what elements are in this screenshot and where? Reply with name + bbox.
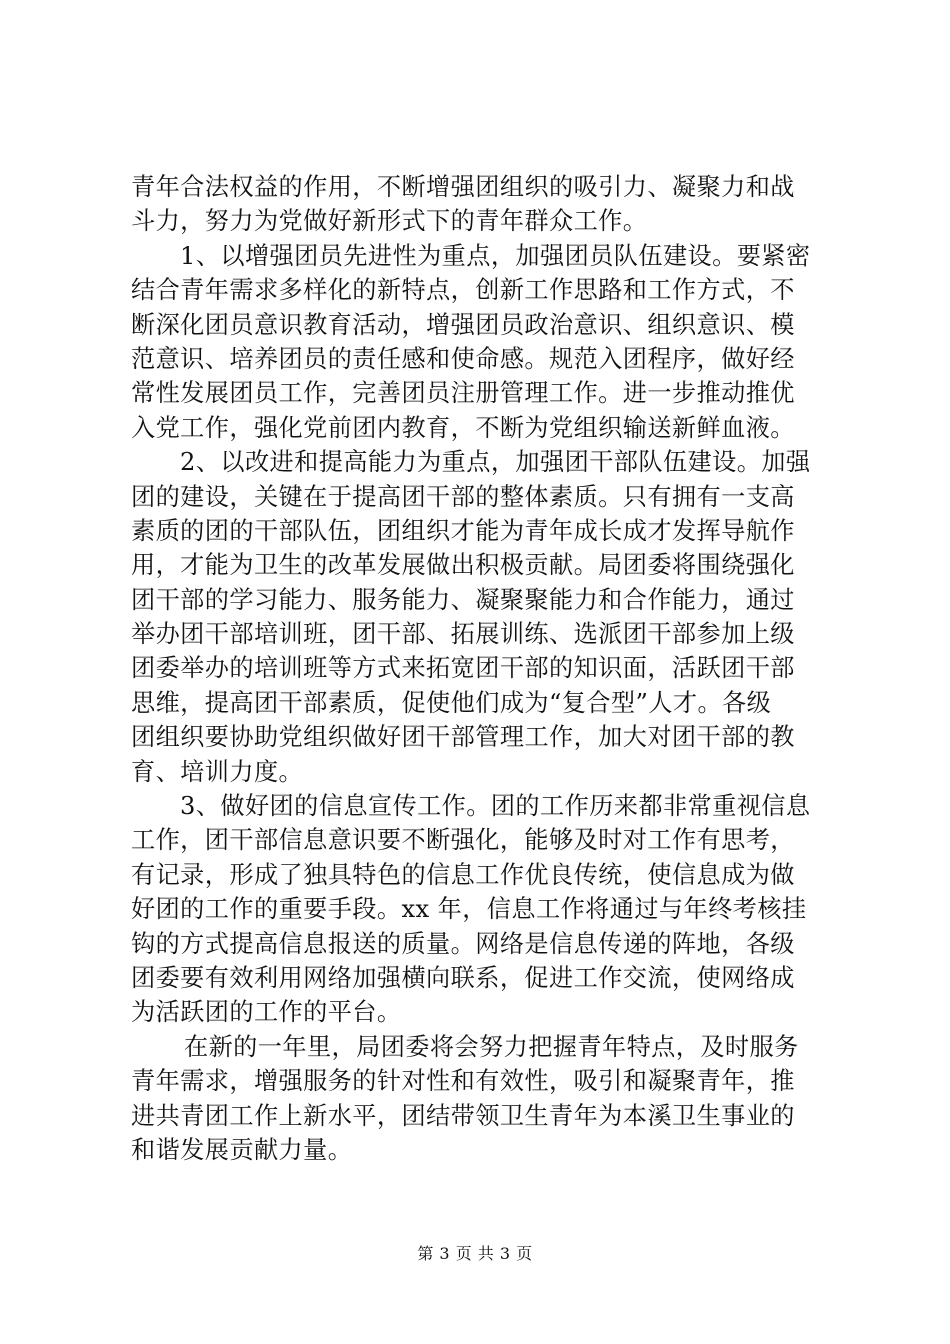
text-line: 素质的团的干部队伍，团组织才能为青年成长成才发挥导航作 bbox=[131, 516, 795, 545]
text-line: 钩的方式提高信息报送的质量。网络是信息传递的阵地，各级 bbox=[131, 929, 795, 958]
page-number: 第 3 页 共 3 页 bbox=[417, 1244, 533, 1263]
text-line: 有记录，形成了独具特色的信息工作优良传统，使信息成为做 bbox=[131, 860, 795, 889]
paragraph-start-line: 3、做好团的信息宣传工作。团的工作历来都非常重视信息 bbox=[180, 792, 811, 821]
text-line: 用，才能为卫生的改革发展做出积极贡献。局团委将围绕强化 bbox=[131, 551, 795, 580]
text-line: 断深化团员意识教育活动，增强团员政治意识、组织意识、模 bbox=[131, 310, 795, 339]
paragraph-start-line: 1、以增强团员先进性为重点，加强团员队伍建设。要紧密 bbox=[180, 241, 811, 270]
text-line: 青年合法权益的作用，不断增强团组织的吸引力、凝聚力和战 bbox=[131, 173, 795, 201]
text-line: 结合青年需求多样化的新特点，创新工作思路和工作方式，不 bbox=[131, 276, 795, 305]
text-line: 进共青团工作上新水平，团结带领卫生青年为本溪卫生事业的 bbox=[131, 1101, 795, 1130]
text-line: 范意识、培养团员的责任感和使命感。规范入团程序，做好经 bbox=[131, 344, 795, 373]
text-line: 团委举办的培训班等方式来拓宽团干部的知识面，活跃团干部 bbox=[131, 654, 795, 683]
text-line: 团的建设，关键在于提高团干部的整体素质。只有拥有一支高 bbox=[131, 482, 795, 511]
text-line: 和谐发展贡献力量。 bbox=[131, 1135, 353, 1164]
paragraph-start-line: 在新的一年里，局团委将会努力把握青年特点，及时服务 bbox=[184, 1032, 799, 1061]
paragraph-start-line: 2、以改进和提高能力为重点，加强团干部队伍建设。加强 bbox=[180, 448, 811, 477]
text-line: 团委要有效利用网络加强横向联系，促进工作交流，使网络成 bbox=[131, 963, 795, 992]
text-line: 常性发展团员工作，完善团员注册管理工作。进一步推动推优 bbox=[131, 379, 795, 408]
text-line: 育、培训力度。 bbox=[131, 757, 304, 786]
text-line: 好团的工作的重要手段。xx 年，信息工作将通过与年终考核挂 bbox=[131, 895, 807, 924]
text-line: 斗力，努力为党做好新形式下的青年群众工作。 bbox=[131, 207, 648, 236]
text-line: 举办团干部培训班，团干部、拓展训练、选派团干部参加上级 bbox=[131, 620, 795, 649]
text-line: 团干部的学习能力、服务能力、凝聚聚能力和合作能力，通过 bbox=[131, 585, 795, 614]
text-line: 团组织要协助党组织做好团干部管理工作，加大对团干部的教 bbox=[131, 723, 795, 752]
text-line: 工作，团干部信息意识要不断强化，能够及时对工作有思考， bbox=[131, 826, 795, 855]
page-footer bbox=[0, 1244, 950, 1264]
text-line: 为活跃团的工作的平台。 bbox=[131, 998, 402, 1027]
text-line: 思维，提高团干部素质，促使他们成为“复合型”人才。各级 bbox=[131, 688, 772, 717]
text-line: 入党工作，强化党前团内教育，不断为党组织输送新鲜血液。 bbox=[131, 413, 795, 442]
text-line: 青年需求，增强服务的针对性和有效性，吸引和凝聚青年，推 bbox=[131, 1067, 795, 1096]
document-body bbox=[131, 170, 831, 1167]
